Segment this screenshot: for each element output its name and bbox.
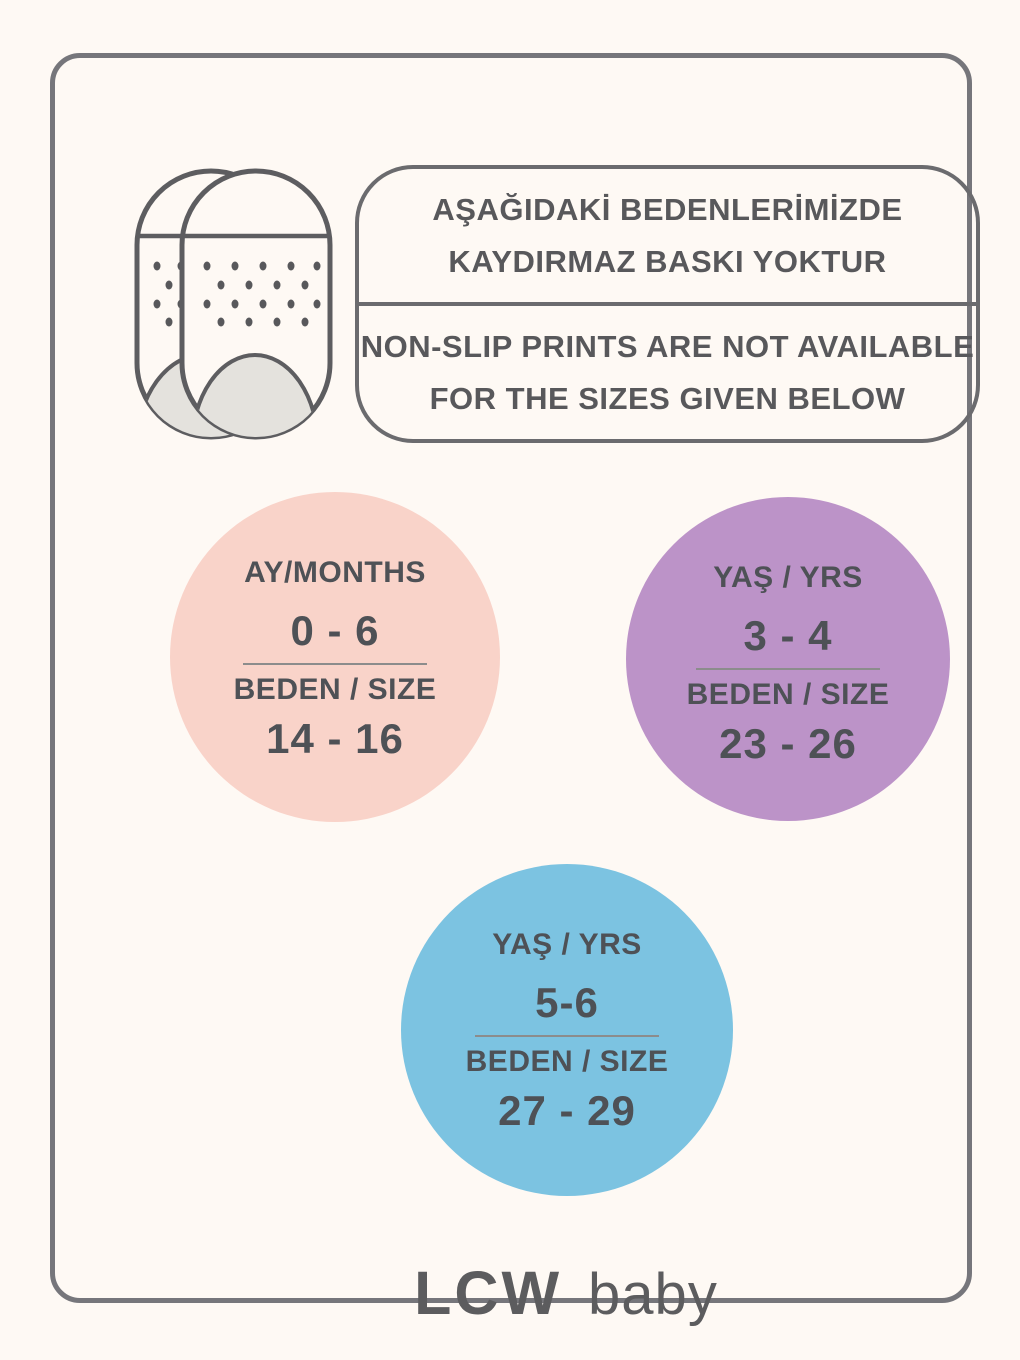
size-range-value: 27 - 29	[498, 1087, 636, 1134]
notice-line-en-1: NON-SLIP PRINTS ARE NOT AVAILABLE	[360, 329, 975, 364]
age-unit-label: YAŞ / YRS	[492, 928, 642, 961]
notice-line-en-2: FOR THE SIZES GIVEN BELOW	[429, 381, 906, 416]
notice-line-tr-2: KAYDIRMAZ BASKI YOKTUR	[448, 244, 887, 279]
circle-divider-line	[696, 668, 880, 670]
circle-divider-line	[475, 1035, 659, 1037]
size-circle-years-5-6	[401, 864, 733, 1196]
age-range-value: 3 - 4	[743, 612, 833, 659]
brand-logo-secondary: baby	[588, 1262, 718, 1327]
age-unit-label: YAŞ / YRS	[713, 561, 863, 594]
brand-logo-primary: LCW	[414, 1259, 563, 1327]
size-circle-months-0-6	[170, 492, 500, 822]
sock-front	[182, 171, 330, 449]
size-circle-years-3-4	[626, 497, 950, 821]
size-range-value: 23 - 26	[719, 720, 857, 767]
age-range-value: 0 - 6	[290, 607, 380, 654]
size-unit-label: BEDEN / SIZE	[686, 678, 890, 711]
brand-logo	[105, 1259, 1020, 1327]
notice-english	[359, 306, 976, 439]
size-unit-label: BEDEN / SIZE	[233, 673, 437, 706]
socks-icon	[128, 164, 378, 449]
age-unit-label: AY/MONTHS	[244, 556, 426, 589]
notice-box	[355, 165, 980, 443]
notice-turkish	[359, 169, 976, 306]
circle-divider-line	[243, 663, 427, 665]
size-unit-label: BEDEN / SIZE	[465, 1045, 669, 1078]
card-frame	[50, 53, 975, 1327]
notice-line-tr-1: AŞAĞIDAKİ BEDENLERİMİZDE	[432, 192, 903, 227]
age-range-value: 5-6	[535, 979, 599, 1026]
size-range-value: 14 - 16	[266, 715, 404, 762]
